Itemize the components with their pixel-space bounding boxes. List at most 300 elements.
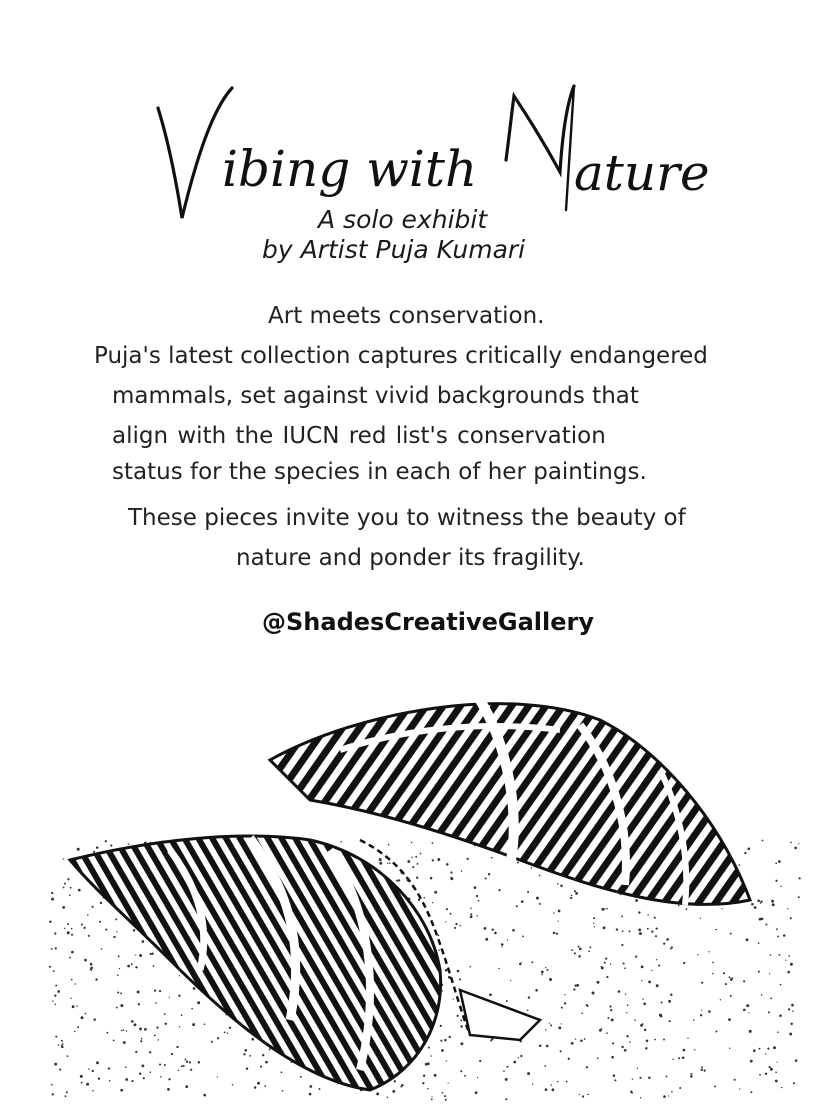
stipple-dot (761, 994, 762, 995)
stipple-dot (648, 981, 651, 984)
stipple-dot (51, 892, 53, 894)
stipple-dot (444, 1039, 447, 1042)
stipple-dot (516, 905, 518, 907)
stipple-dot (98, 1078, 100, 1080)
stipple-dot (139, 954, 142, 957)
stipple-dot (587, 1094, 589, 1096)
title-script-lettering (0, 40, 840, 230)
stipple-dot (570, 897, 572, 899)
stipple-dot (388, 844, 390, 846)
stipple-dot (671, 1091, 673, 1093)
stipple-dot (57, 990, 60, 993)
stipple-dot (95, 978, 97, 980)
stipple-dot (84, 959, 87, 962)
stipple-dot (159, 1063, 161, 1065)
stipple-dot (51, 1084, 53, 1086)
stipple-dot (265, 1061, 268, 1064)
stipple-dot (527, 891, 529, 893)
stipple-dot (783, 934, 786, 937)
stipple-dot (430, 1055, 432, 1057)
stipple-dot (505, 1078, 508, 1081)
stipple-dot (445, 969, 448, 972)
stipple-dot (792, 1011, 793, 1012)
stipple-dot (125, 1078, 128, 1081)
stipple-dot (635, 899, 638, 902)
stipple-dot (245, 1049, 248, 1052)
stipple-dot (770, 954, 772, 956)
stipple-dot (668, 1095, 669, 1096)
stipple-dot (594, 926, 595, 927)
stipple-dot (728, 1018, 731, 1021)
stipple-dot (575, 892, 578, 895)
stipple-dot (539, 875, 541, 877)
stipple-dot (100, 902, 102, 904)
stipple-dot (392, 1090, 395, 1093)
stipple-dot (144, 1028, 147, 1031)
stipple-dot (622, 930, 624, 932)
stipple-dot (394, 1080, 396, 1082)
stipple-dot (105, 840, 107, 842)
stipple-dot (670, 948, 672, 950)
stipple-dot (729, 1048, 730, 1049)
svg-text:ibing with: ibing with (222, 140, 478, 198)
stipple-dot (64, 883, 66, 885)
exhibit-title (0, 40, 840, 230)
stipple-dot (430, 877, 433, 880)
stipple-dot (604, 962, 606, 964)
stipple-dot (750, 1060, 753, 1063)
stipple-dot (556, 933, 558, 935)
stipple-dot (623, 962, 625, 964)
stipple-dot (61, 1046, 64, 1049)
stipple-dot (340, 841, 342, 843)
stipple-dot (176, 1046, 178, 1048)
stipple-dot (579, 1094, 580, 1095)
stipple-dot (423, 1074, 425, 1076)
stipple-dot (120, 1004, 123, 1007)
stipple-dot (759, 1074, 761, 1076)
stipple-dot (746, 1004, 749, 1007)
stipple-dot (541, 971, 544, 974)
stipple-dot (474, 886, 477, 889)
stipple-dot (117, 974, 119, 976)
stipple-dot (229, 1027, 231, 1029)
stipple-dot (92, 1090, 94, 1092)
stipple-dot (269, 1048, 271, 1050)
stipple-dot (411, 842, 413, 844)
stipple-dot (604, 908, 605, 909)
stipple-dot (440, 1040, 442, 1042)
stipple-dot (531, 867, 532, 868)
stipple-dot (309, 1093, 312, 1096)
stipple-dot (787, 908, 788, 909)
stipple-dot (96, 846, 99, 849)
stipple-dot (232, 1084, 233, 1085)
stipple-dot (683, 962, 685, 964)
stipple-dot (63, 858, 64, 859)
stipple-dot (798, 843, 799, 844)
stipple-dot (679, 1087, 681, 1089)
stipple-dot (597, 981, 600, 984)
stipple-dot (204, 1023, 206, 1025)
stipple-dot (639, 932, 642, 935)
stipple-dot (51, 898, 54, 901)
stipple-dot (678, 1057, 680, 1059)
stipple-dot (282, 1090, 284, 1092)
stipple-dot (109, 1080, 111, 1082)
stipple-dot (69, 957, 71, 959)
stipple-dot (610, 1009, 612, 1011)
stipple-dot (106, 1032, 108, 1034)
stipple-dot (606, 976, 608, 978)
stipple-dot (561, 1023, 562, 1024)
description-line: align with the IUCN red list's conservation (112, 423, 606, 449)
stipple-dot (83, 927, 85, 929)
stipple-dot (110, 844, 112, 846)
stipple-dot (457, 1015, 459, 1017)
stipple-dot (613, 1074, 616, 1077)
stipple-dot (571, 949, 573, 951)
stipple-dot (123, 1041, 126, 1044)
stipple-dot (197, 1001, 200, 1004)
stipple-dot (71, 951, 74, 954)
stipple-dot (412, 866, 414, 868)
stipple-dot (520, 1055, 522, 1057)
stipple-dot (446, 1060, 447, 1061)
stipple-dot (71, 928, 73, 930)
stipple-dot (638, 928, 641, 931)
stipple-dot (442, 1092, 444, 1094)
stipple-dot (460, 1019, 462, 1021)
stipple-dot (478, 900, 480, 902)
stipple-dot (621, 944, 623, 946)
stipple-dot (790, 917, 792, 919)
stipple-dot (142, 1065, 145, 1068)
stipple-dot (775, 1071, 777, 1073)
stipple-dot (455, 923, 457, 925)
stipple-dot (779, 1014, 782, 1017)
stipple-dot (550, 1024, 552, 1026)
stipple-dot (603, 926, 606, 929)
stipple-dot (532, 1084, 533, 1085)
stipple-dot (153, 965, 155, 967)
stipple-dot (645, 1047, 647, 1049)
stipple-dot (637, 1068, 638, 1069)
stipple-dot (432, 859, 434, 861)
stipple-dot (712, 973, 714, 975)
stipple-dot (640, 1024, 643, 1027)
stipple-dot (518, 1057, 519, 1058)
stipple-dot (70, 998, 71, 999)
stipple-dot (770, 998, 772, 1000)
stipple-dot (701, 1069, 703, 1071)
stipple-dot (584, 1038, 586, 1040)
stipple-dot (748, 1012, 749, 1013)
stipple-dot (131, 1080, 133, 1082)
stipple-dot (62, 1043, 64, 1045)
stipple-dot (621, 1046, 623, 1048)
stipple-dot (638, 911, 640, 913)
stipple-dot (789, 1033, 792, 1036)
stipple-dot (725, 983, 727, 985)
stipple-dot (438, 949, 440, 951)
stipple-dot (522, 936, 524, 938)
stipple-dot (457, 970, 460, 973)
stipple-dot (686, 908, 688, 910)
stipple-dot (249, 1055, 251, 1057)
stipple-dot (582, 1095, 584, 1097)
stipple-dot (446, 863, 449, 866)
stipple-dot (67, 878, 69, 880)
stipple-dot (743, 1009, 746, 1012)
stipple-dot (319, 1088, 321, 1090)
stipple-dot (121, 1030, 122, 1031)
stipple-dot (557, 1081, 559, 1083)
stipple-dot (155, 1002, 157, 1004)
stipple-dot (668, 1000, 671, 1003)
stipple-dot (682, 1056, 685, 1059)
stipple-dot (376, 1092, 379, 1095)
stipple-dot (536, 897, 539, 900)
stipple-dot (730, 995, 732, 997)
stipple-dot (750, 1091, 752, 1093)
stipple-dot (77, 848, 80, 851)
stipple-dot (747, 847, 750, 850)
stipple-dot (775, 880, 777, 882)
stipple-dot (678, 905, 680, 907)
stipple-dot (513, 1061, 516, 1064)
stipple-dot (169, 997, 170, 998)
stipple-dot (125, 1066, 127, 1068)
stipple-dot (432, 902, 433, 903)
stipple-dot (539, 1044, 542, 1047)
stipple-dot (648, 1076, 651, 1079)
stipple-dot (134, 1023, 137, 1026)
stipple-dot (449, 1036, 451, 1038)
stipple-dot (593, 917, 595, 919)
stipple-dot (51, 948, 53, 950)
stipple-dot (71, 934, 73, 936)
stipple-dot (586, 1004, 588, 1006)
stipple-dot (700, 1014, 702, 1016)
stipple-dot (211, 1041, 213, 1043)
stipple-dot (65, 1095, 67, 1097)
stipple-dot (387, 1097, 388, 1098)
stipple-dot (71, 979, 73, 981)
stipple-dot (654, 1039, 656, 1041)
stipple-dot (181, 1014, 183, 1016)
stipple-dot (154, 989, 156, 991)
stipple-dot (771, 900, 774, 903)
stipple-dot (545, 967, 546, 968)
stipple-dot (765, 924, 767, 926)
stipple-dot (558, 1026, 561, 1029)
stipple-dot (775, 862, 777, 864)
stipple-dot (646, 1040, 649, 1043)
stipple-dot (470, 966, 472, 968)
stipple-dot (601, 966, 603, 968)
stipple-dot (694, 1049, 695, 1050)
stipple-dot (264, 1085, 266, 1087)
stipple-dot (501, 943, 504, 946)
stipple-dot (558, 910, 561, 913)
stipple-dot (690, 1075, 693, 1078)
stipple-dot (423, 897, 425, 899)
stipple-dot (179, 975, 180, 976)
stipple-dot (541, 974, 543, 976)
stipple-dot (560, 884, 563, 887)
stipple-dot (450, 877, 453, 880)
stipple-dot (506, 1066, 508, 1068)
stipple-dot (117, 991, 119, 993)
stipple-dot (460, 1042, 463, 1045)
stipple-dot (470, 907, 472, 909)
stipple-dot (69, 894, 71, 896)
stipple-dot (415, 856, 417, 858)
stipple-dot (654, 917, 656, 919)
stipple-dot (593, 923, 594, 924)
stipple-dot (490, 1040, 492, 1042)
stipple-dot (578, 955, 581, 958)
stipple-dot (131, 1020, 134, 1023)
stipple-dot (72, 1005, 75, 1008)
stipple-dot (618, 990, 621, 993)
stipple-dot (75, 983, 76, 984)
stipple-dot (91, 970, 92, 971)
stipple-dot (605, 958, 607, 960)
stipple-dot (557, 920, 558, 921)
stipple-dot (687, 1038, 688, 1039)
stipple-dot (108, 1067, 110, 1069)
stipple-dot (55, 1036, 57, 1038)
stipple-dot (93, 1018, 95, 1020)
stipple-dot (670, 994, 672, 996)
stipple-dot (120, 992, 122, 994)
stipple-dot (715, 1031, 717, 1033)
stipple-dot (181, 1065, 183, 1067)
stipple-dot (445, 1099, 447, 1101)
stipple-dot (785, 959, 786, 960)
stipple-dot (795, 1059, 798, 1062)
stipple-dot (460, 1025, 462, 1027)
stipple-dot (142, 940, 145, 943)
stipple-dot (55, 947, 57, 949)
stipple-dot (546, 1045, 549, 1048)
stipple-dot (765, 1073, 767, 1075)
stipple-dot (701, 982, 703, 984)
stipple-dot (141, 1038, 143, 1040)
stipple-dot (772, 903, 775, 906)
stipple-dot (120, 1089, 123, 1092)
stipple-dot (227, 1032, 228, 1033)
stipple-dot (512, 929, 515, 932)
stipple-dot (631, 1092, 633, 1094)
stipple-dot (203, 1094, 206, 1097)
stipple-dot (519, 963, 521, 965)
stipple-dot (149, 1071, 151, 1073)
stipple-dot (639, 1077, 641, 1079)
stipple-dot (758, 971, 760, 973)
stipple-dot (574, 890, 576, 892)
stipple-dot (546, 969, 548, 971)
stipple-dot (224, 1032, 226, 1034)
stipple-dot (769, 973, 770, 974)
stipple-dot (510, 980, 511, 981)
stipple-dot (781, 1087, 782, 1088)
stipple-dot (123, 1029, 125, 1031)
stipple-dot (80, 1075, 83, 1078)
stipple-dot (616, 928, 618, 930)
stipple-dot (799, 877, 801, 879)
stipple-dot (767, 1047, 769, 1049)
stipple-dot (448, 1083, 449, 1084)
stipple-dot (113, 936, 115, 938)
stipple-dot (505, 1098, 507, 1100)
stipple-dot (67, 923, 69, 925)
stipple-dot (491, 857, 493, 859)
stipple-dot (164, 1013, 166, 1015)
stipple-dot (722, 908, 723, 909)
stipple-dot (589, 946, 591, 948)
stipple-dot (454, 927, 456, 929)
stipple-dot (606, 908, 608, 910)
stipple-dot (55, 985, 57, 987)
stipple-dot (643, 1002, 646, 1005)
stipple-dot (775, 1080, 778, 1083)
stipple-dot (467, 858, 469, 860)
stipple-dot (198, 1061, 200, 1063)
stipple-dot (641, 980, 642, 981)
stipple-dot (624, 967, 626, 969)
description-line: status for the species in each of her paintings. (112, 459, 647, 485)
stipple-dot (770, 1068, 773, 1071)
stipple-dot (669, 1020, 671, 1022)
stipple-dot (625, 993, 626, 994)
stipple-dot (712, 962, 714, 964)
stipple-dot (422, 1082, 424, 1084)
stipple-dot (507, 939, 508, 940)
stipple-dot (262, 1054, 264, 1056)
stipple-dot (794, 847, 797, 850)
stipple-dot (571, 1042, 574, 1045)
stipple-dot (137, 991, 140, 994)
stipple-dot (758, 942, 760, 944)
stipple-dot (609, 1005, 611, 1007)
stipple-dot (138, 1003, 140, 1005)
stipple-dot (55, 1004, 57, 1006)
stipple-dot (164, 1064, 166, 1066)
stipple-dot (444, 1095, 446, 1097)
stipple-dot (119, 968, 120, 969)
stipple-dot (149, 1051, 151, 1053)
stipple-dot (651, 931, 653, 933)
stipple-dot (78, 889, 81, 892)
stipple-dot (720, 999, 721, 1000)
stipple-dot (566, 1081, 568, 1083)
stipple-dot (420, 853, 422, 855)
stipple-dot (544, 1065, 546, 1067)
stipple-dot (777, 1031, 779, 1033)
stipple-dot (464, 1075, 466, 1077)
stipple-dot (470, 915, 473, 918)
stipple-dot (476, 915, 477, 916)
stipple-dot (126, 1030, 127, 1031)
stipple-dot (498, 889, 500, 891)
stipple-dot (186, 1060, 188, 1062)
stipple-dot (49, 966, 51, 968)
stipple-dot (708, 1010, 711, 1013)
stipple-dot (396, 880, 398, 882)
